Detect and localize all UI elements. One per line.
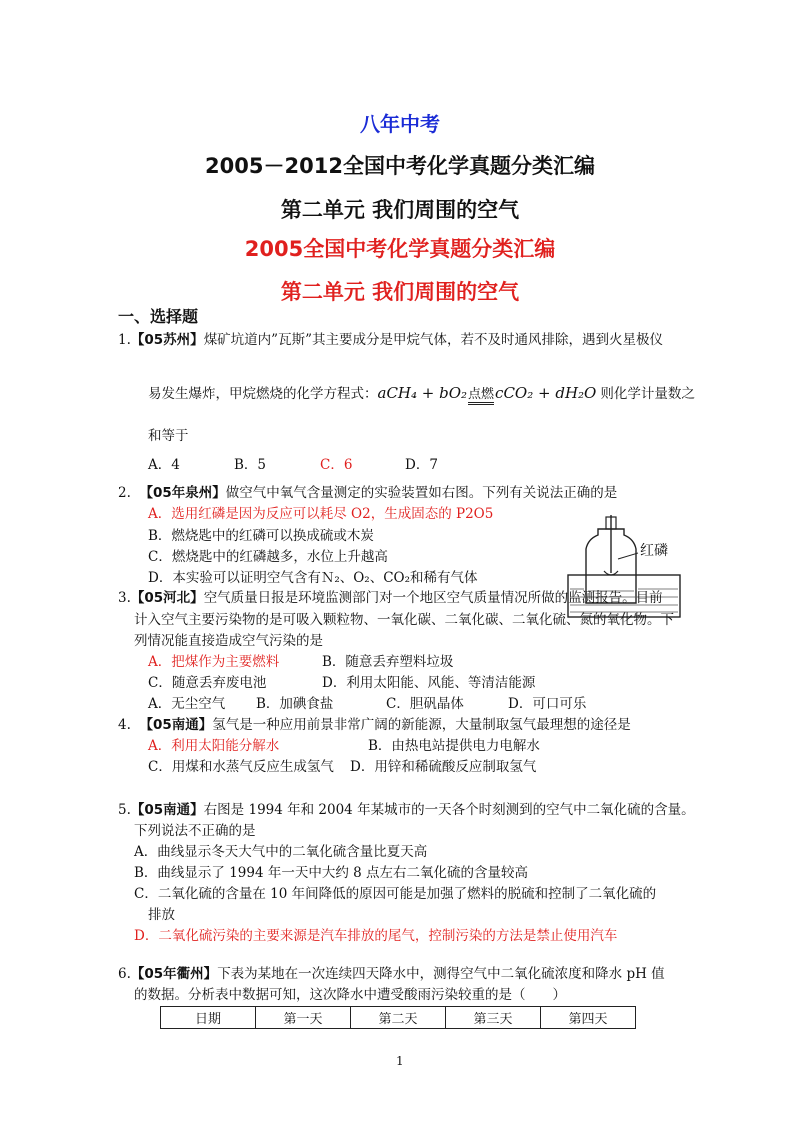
data-table (160, 1006, 636, 1029)
q2-option-d: D．本实验可以证明空气含有Ｎ₂、O₂、CO₂和稀有气体 (148, 570, 478, 586)
q4-stem: 氢气是一种应用前景非常广阔的新能源，大量制取氢气最理想的途径是 (212, 717, 631, 733)
q2-number: 2. (118, 485, 131, 501)
q1-number: 1. (118, 332, 131, 348)
question-2 (118, 484, 617, 502)
q4-source-tag: 【05南通】 (139, 717, 213, 733)
table-header-cell: 日期 (161, 1007, 256, 1029)
q5-option-c-cont: 排放 (148, 907, 175, 923)
q6-source-tag: 【05年衢州】 (130, 966, 218, 982)
q5-option-a: A．曲线显示冬天大气中的二氧化硫含量比夏天高 (134, 844, 428, 860)
q5-number: 5. (118, 802, 131, 818)
page-number: 1 (396, 1054, 404, 1068)
q1-option-d: D．7 (405, 457, 438, 473)
table-header-cell: 第一天 (256, 1007, 351, 1029)
q3-extra-option-c: C．胆矾晶体 (386, 696, 464, 712)
q6-stem: 下表为某地在一次连续四天降水中，测得空气中二氧化硫浓度和降水 pH 值 (217, 966, 665, 982)
q3-extra-option-b: B．加碘食盐 (256, 696, 334, 712)
q2-option-c: C．燃烧匙中的红磷越多，水位上升越高 (148, 549, 388, 565)
q3-extra-option-d: D．可口可乐 (508, 696, 587, 712)
q4-option-a: A．利用太阳能分解水 (148, 738, 280, 754)
question-6 (118, 965, 665, 983)
question-4 (118, 716, 631, 734)
q2-source-tag: 【05年泉州】 (139, 485, 226, 501)
brand-heading: 八年中考 (360, 112, 440, 136)
q3-stem-3: 列情况能直接造成空气污染的是 (134, 633, 323, 649)
q4-number: 4. (118, 717, 131, 733)
q1-option-c: C．6 (320, 457, 353, 473)
q3-option-c: C．随意丢弃废电池 (148, 675, 267, 691)
year-unit-title: 第二单元 我们周围的空气 (280, 280, 520, 304)
q1-stem-2: 易发生爆炸，甲烷燃烧的化学方程式： (148, 386, 378, 402)
equation-right: cCO₂ + dH₂O (495, 384, 597, 402)
q1-stem-3: 则化学计量数之 (600, 386, 695, 402)
q5-source-tag: 【05南通】 (130, 802, 204, 818)
q5-option-d: D．二氧化硫污染的主要来源是汽车排放的尾气，控制污染的方法是禁止使用汽车 (134, 928, 618, 944)
q1-stem-4: 和等于 (148, 428, 189, 444)
unit-title: 第二单元 我们周围的空气 (280, 198, 520, 222)
q5-option-b: B．曲线显示了 1994 年一天中大约 8 点左右二氧化硫的含量较高 (134, 865, 529, 881)
q3-extra-option-a: A．无尘空气 (148, 696, 226, 712)
q1-source-tag: 【05苏州】 (130, 332, 204, 348)
q6-number: 6. (118, 966, 131, 982)
q3-option-a: A．把煤作为主要燃料 (148, 654, 280, 670)
q3-number: 3. (118, 590, 131, 606)
table-header-cell: 第四天 (541, 1007, 636, 1029)
question-3 (118, 589, 663, 607)
q5-stem: 右图是 1994 年和 2004 年某城市的一天各个时刻测到的空气中二氧化硫的含量。 (203, 802, 695, 818)
q4-option-c: C．用煤和水蒸气反应生成氢气 (148, 759, 334, 775)
table-header-cell: 第二天 (351, 1007, 446, 1029)
q3-option-b: B．随意丢弃塑料垃圾 (322, 654, 454, 670)
page-title: 2005－2012全国中考化学真题分类汇编 (205, 154, 595, 178)
q4-option-d: D．用锌和稀硫酸反应制取氢气 (350, 759, 537, 775)
q4-option-b: B．由热电站提供电力电解水 (368, 738, 540, 754)
q6-stem-2: 的数据。分析表中数据可知，这次降水中遭受酸雨污染较重的是（ ） (134, 987, 566, 1003)
figure-label-red-phosphorus: 红磷 (640, 543, 668, 559)
q5-stem-2: 下列说法不正确的是 (134, 823, 256, 839)
q3-stem-2: 计入空气主要污染物的是可吸入颗粒物、一氧化碳、二氧化碳、二氧化硫、氮的氧化物。下 (134, 612, 674, 628)
question-1 (118, 331, 663, 349)
apparatus-figure (562, 515, 692, 625)
q1-stem: 煤矿坑道内”瓦斯”其主要成分是甲烷气体，若不及时通风排除，遇到火星极仪 (203, 332, 663, 348)
section-heading: 一、选择题 (118, 307, 199, 326)
q2-stem: 做空气中氧气含量测定的实验装置如右图。下列有关说法正确的是 (225, 485, 618, 501)
q2-option-a: A．选用红磷是因为反应可以耗尽 O2，生成固态的 P2O5 (148, 506, 494, 522)
table-header-row (161, 1007, 636, 1029)
q1-option-a: A．4 (148, 457, 180, 473)
q1-equation-line (148, 384, 695, 404)
q3-stem: 空气质量日报是环境监测部门对一个地区空气质量情况所做的监测报告。目前 (203, 590, 663, 606)
q3-option-d: D．利用太阳能、风能、等清洁能源 (322, 675, 536, 691)
q5-option-c: C．二氧化硫的含量在 10 年间降低的原因可能是加强了燃料的脱硫和控制了二氧化硫的 (134, 886, 657, 902)
equation-condition: 点燃 (468, 387, 494, 405)
q2-option-b: B．燃烧匙中的红磷可以换成硫或木炭 (148, 528, 374, 544)
q3-source-tag: 【05河北】 (130, 590, 204, 606)
equation-left: aCH₄ + bO₂ (377, 384, 468, 402)
year-title: 2005全国中考化学真题分类汇编 (244, 237, 556, 261)
question-5 (118, 801, 695, 819)
q1-option-b: B．5 (234, 457, 267, 473)
table-header-cell: 第三天 (446, 1007, 541, 1029)
